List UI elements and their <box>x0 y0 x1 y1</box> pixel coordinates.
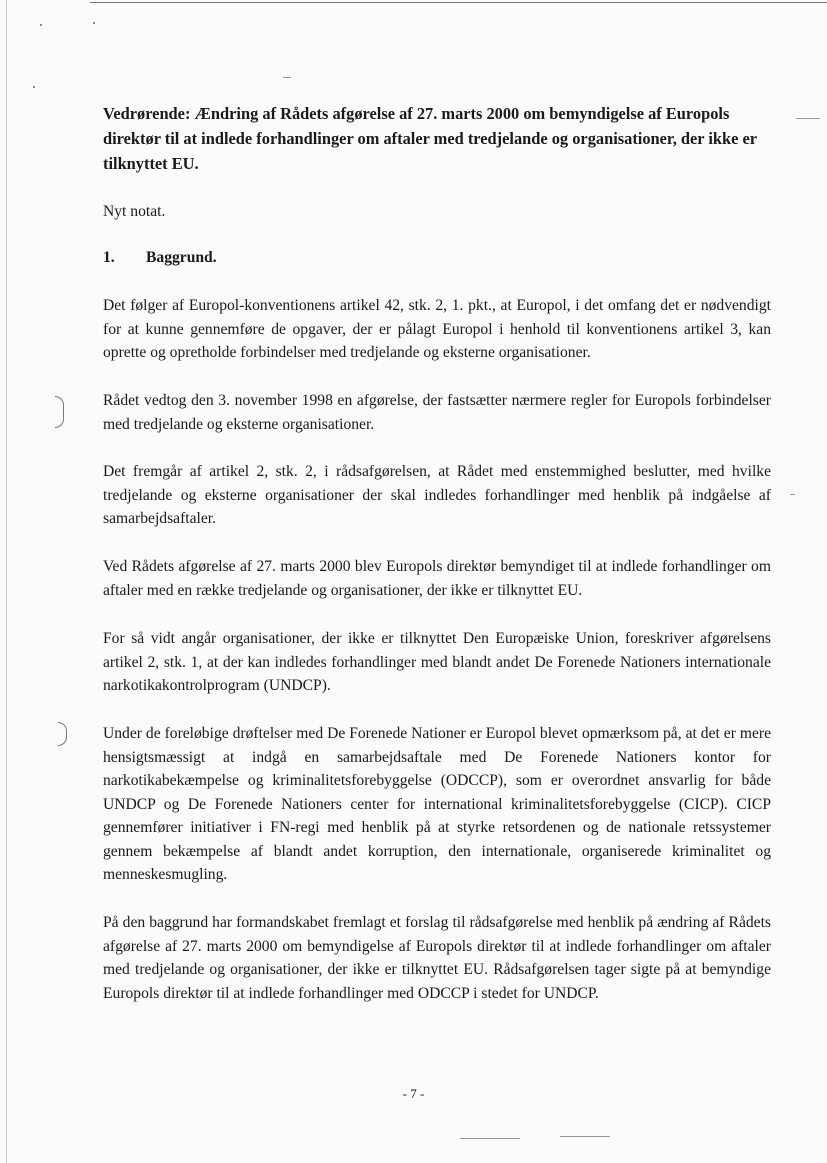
scan-bracket-mark <box>55 396 64 428</box>
scan-mark <box>796 118 820 119</box>
page-number: - 7 - <box>402 1086 425 1101</box>
scan-speck <box>93 22 95 24</box>
paragraph: Det følger af Europol-konventionens artikel 42, stk. 2, 1. pkt., at Europol, i det omfang det er nødvendigt for at kunne gennemføre de opgaver, der er pålagt Europol i henhold til konventionens artikel 3, kan oprette og opretholde forbindelser med tredjelande og eksterne organisationer. <box>103 297 771 361</box>
paragraph: På den baggrund har formandskabet fremlagt et forslag til rådsafgørelse med henblik på ændring af Rådets afgørelse af 27. marts 2000 om bemyndigelse af Europols direktør til at indlede forhandlinger om aftaler med tredjelande og organisationer, der ikke er tilknyttet EU. Rådsafgørelsen tager sigte på at bemyndige Europols direktør til at indlede forhandlinger med ODCCP i stedet for UNDCP. <box>103 914 771 1002</box>
section-title: Baggrund. <box>146 249 217 266</box>
section-number: 1. <box>103 249 115 266</box>
paragraph: Under de foreløbige drøftelser med De Forenede Nationer er Europol blevet opmærksom på, at det er mere hensigtsmæssigt at indgå en samarbejdsaftale med De Forenede Nationers kontor for narkotikabekæmpelse og kriminalitetsforebyggelse (ODCCP), som er overordnet ansvarlig for både UNDCP og De Forenede Nationers center for international kriminalitetsforebyggelse (CICP). CICP gennemfører initiativer i FN-regi med henblik på at styrke retsordenen og de nationale retssystemer gennem bekæmpelse af blandt andet korruption, den internationale, organiserede kriminalitet og menneskesmugling. <box>103 725 771 883</box>
subject-heading: Vedrørende: Ændring af Rådets afgørelse af 27. marts 2000 om bemyndigelse af Europols direktør til at indlede forhandlinger om aftaler med tredjelande og organisationer, der ikke er tilknyttet EU. <box>103 104 757 173</box>
scan-speck <box>283 77 291 78</box>
scan-speck <box>33 86 35 88</box>
paragraph: Rådet vedtog den 3. november 1998 en afgørelse, der fastsætter nærmere regler for Europols forbindelser med tredjelande og eksterne organisationer. <box>103 392 771 433</box>
scan-edge-top <box>90 2 827 3</box>
scan-edge-left <box>6 0 7 1163</box>
paragraph: Det fremgår af artikel 2, stk. 2, i rådsafgørelsen, at Rådet med enstemmighed beslutter, med hvilke tredjelande og eksterne organisationer der skal indledes forhandlinger med henblik på indgåelse af samarbejdsaftaler. <box>103 463 771 527</box>
paragraph: For så vidt angår organisationer, der ikke er tilknyttet Den Europæiske Union, foreskriver afgørelsens artikel 2, stk. 1, at der kan indledes forhandlinger med blandt andet De Forenede Nationers internationale narkotikakontrolprogram (UNDCP). <box>103 630 771 694</box>
paragraph: Ved Rådets afgørelse af 27. marts 2000 blev Europols direktør bemyndiget til at indlede forhandlinger om aftaler med en række tredjelande og organisationer, der ikke er tilknyttet EU. <box>103 558 771 599</box>
note-label: Nyt notat. <box>103 203 166 220</box>
scan-speck <box>460 1138 520 1139</box>
scan-bracket-mark <box>58 722 67 746</box>
scan-speck <box>560 1136 610 1137</box>
section-heading <box>103 247 771 269</box>
scan-speck <box>40 24 42 26</box>
scan-speck <box>790 494 795 495</box>
